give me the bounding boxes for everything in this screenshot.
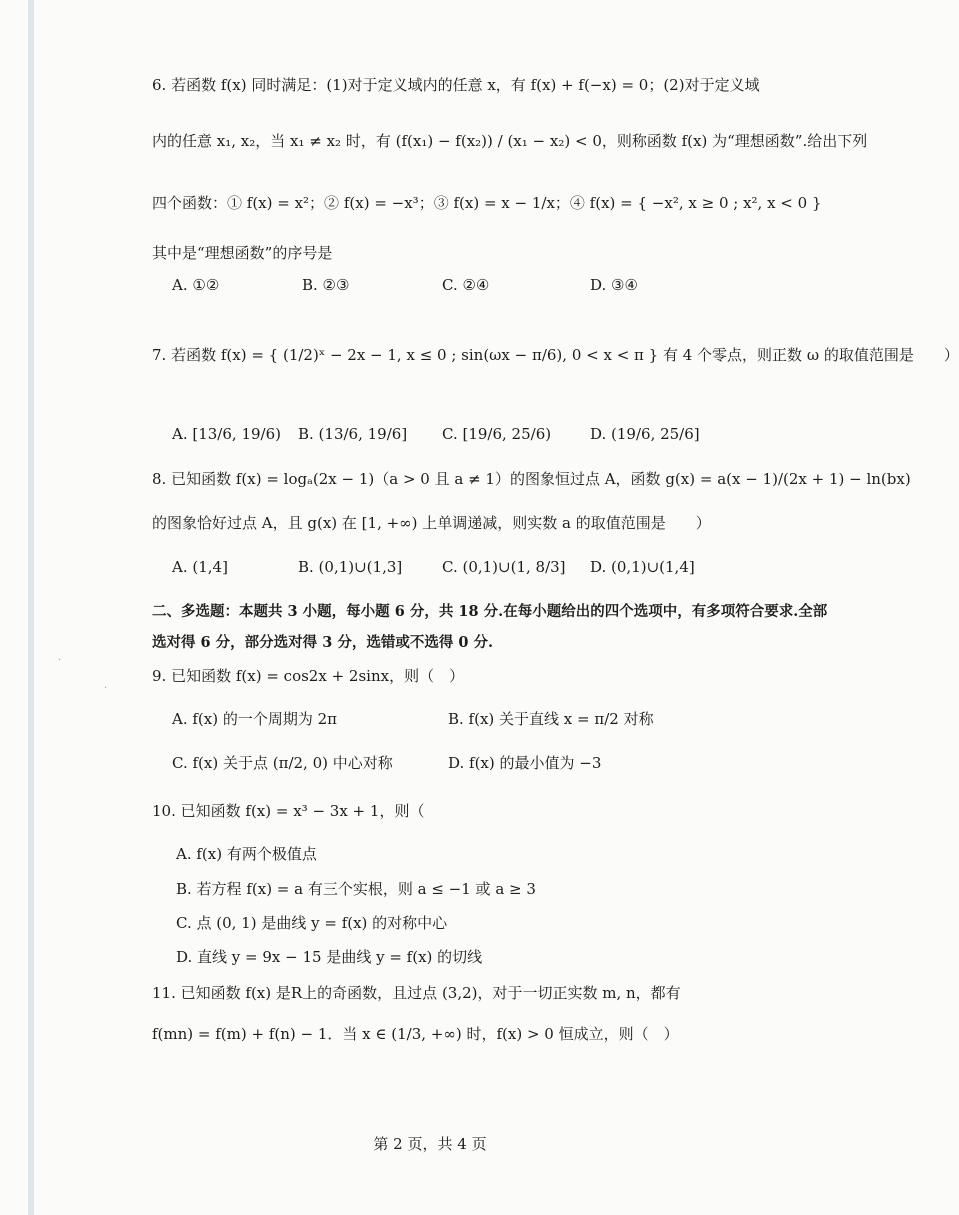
q7-option-b: B. (13/6, 19/6] xyxy=(298,425,408,443)
scan-speck: · xyxy=(104,683,108,694)
q8-option-c: C. (0,1)∪(1, 8/3] xyxy=(442,558,566,576)
q7-line1: 7. 若函数 f(x) = { (1/2)ˣ − 2x − 1, x ≤ 0 ; sin(ωx − π/6), 0 < x < π } 有 4 个零点，则正数 ω 的取值范围是 ） xyxy=(152,346,959,364)
page-footer: 第 2 页，共 4 页 xyxy=(373,1135,487,1153)
q11-line2: f(mn) = f(m) + f(n) − 1．当 x ∈ (1/3, +∞) 时，f(x) > 0 恒成立，则（ ） xyxy=(152,1025,679,1043)
q10-line1: 10. 已知函数 f(x) = x³ − 3x + 1，则（ xyxy=(152,802,425,820)
q6-line3: 四个函数：① f(x) = x²；② f(x) = −x³；③ f(x) = x − 1/x；④ f(x) = { −x², x ≥ 0 ; x², x < 0 } xyxy=(152,194,822,212)
q8-option-a: A. (1,4] xyxy=(172,558,228,576)
q10-option-a: A. f(x) 有两个极值点 xyxy=(176,845,317,863)
q8-option-d: D. (0,1)∪(1,4] xyxy=(590,558,695,576)
q6-line1: 6. 若函数 f(x) 同时满足：(1)对于定义域内的任意 x，有 f(x) + f(−x) = 0；(2)对于定义域 xyxy=(152,76,760,94)
q11-line1: 11. 已知函数 f(x) 是R上的奇函数，且过点 (3,2)，对于一切正实数 m, n，都有 xyxy=(152,984,681,1002)
q6-option-c: C. ②④ xyxy=(442,276,490,294)
q6-line2: 内的任意 x₁, x₂，当 x₁ ≠ x₂ 时，有 (f(x₁) − f(x₂)) / (x₁ − x₂) < 0，则称函数 f(x) 为“理想函数”.给出下列 xyxy=(152,132,868,150)
q9-option-b: B. f(x) 关于直线 x = π/2 对称 xyxy=(448,710,654,728)
q6-option-d: D. ③④ xyxy=(590,276,638,294)
q8-option-b: B. (0,1)∪(1,3] xyxy=(298,558,403,576)
q7-option-c: C. [19/6, 25/6) xyxy=(442,425,552,443)
q10-option-b: B. 若方程 f(x) = a 有三个实根，则 a ≤ −1 或 a ≥ 3 xyxy=(176,880,536,898)
q9-line1: 9. 已知函数 f(x) = cos2x + 2sinx，则（ ） xyxy=(152,667,465,685)
q8-line2: 的图象恰好过点 A，且 g(x) 在 [1, +∞) 上单调递减，则实数 a 的取值范围是 ） xyxy=(152,514,711,532)
q9-option-d: D. f(x) 的最小值为 −3 xyxy=(448,754,602,772)
q9-option-c: C. f(x) 关于点 (π/2, 0) 中心对称 xyxy=(172,754,393,772)
q10-option-c: C. 点 (0, 1) 是曲线 y = f(x) 的对称中心 xyxy=(176,914,448,932)
q10-option-d: D. 直线 y = 9x − 15 是曲线 y = f(x) 的切线 xyxy=(176,948,483,966)
scan-speck: · xyxy=(58,655,62,666)
q6-option-a: A. ①② xyxy=(172,276,220,294)
q7-option-d: D. (19/6, 25/6] xyxy=(590,425,700,443)
q7-option-a: A. [13/6, 19/6) xyxy=(172,425,281,443)
q8-line1: 8. 已知函数 f(x) = logₐ(2x − 1)（a > 0 且 a ≠ 1）的图象恒过点 A，函数 g(x) = a(x − 1)/(2x + 1) − ln(bx) xyxy=(152,470,911,488)
q9-option-a: A. f(x) 的一个周期为 2π xyxy=(172,710,338,728)
scan-edge xyxy=(28,0,34,1215)
section2-heading-line2: 选对得 6 分，部分选对得 3 分，选错或不选得 0 分. xyxy=(152,634,494,651)
q6-line4: 其中是“理想函数”的序号是 xyxy=(152,244,333,262)
section2-heading-line1: 二、多选题：本题共 3 小题，每小题 6 分，共 18 分.在每小题给出的四个选项中，有多项符合要求.全部 xyxy=(152,603,828,620)
q6-option-b: B. ②③ xyxy=(302,276,350,294)
